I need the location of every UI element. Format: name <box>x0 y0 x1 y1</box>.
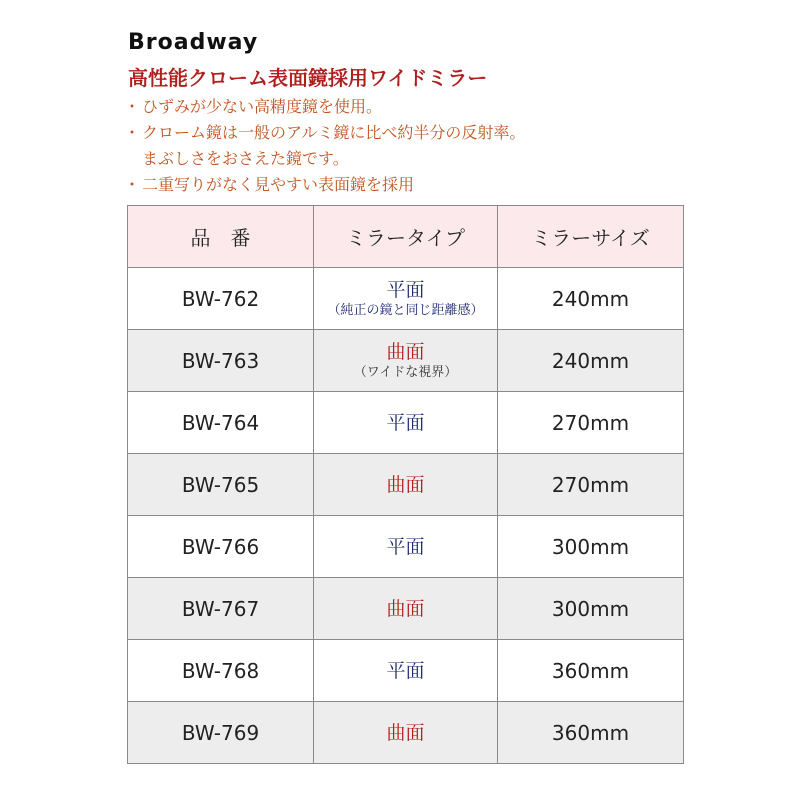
brand-logo-text: Broadway <box>128 30 259 55</box>
mirror-type-note: （ワイドな視界） <box>353 364 458 380</box>
mirror-type: 平面 <box>386 535 425 558</box>
mirror-type: 曲面 <box>386 597 425 620</box>
mirror-type: 曲面 <box>386 473 425 496</box>
model-number: BW-767 <box>181 596 260 621</box>
model-number: BW-766 <box>181 534 260 559</box>
model-number: BW-765 <box>181 472 260 497</box>
model-number: BW-763 <box>181 348 260 373</box>
mirror-size: 300mm <box>551 534 630 559</box>
model-number: BW-764 <box>181 410 260 435</box>
model-number: BW-769 <box>181 720 260 745</box>
bullet-marker: ・ <box>123 123 140 142</box>
mirror-size: 360mm <box>551 720 630 745</box>
feature-text-continued: まぶしさをおさえた鏡です。 <box>142 149 349 168</box>
table-row <box>128 392 684 454</box>
bullet-marker: ・ <box>123 175 140 194</box>
mirror-type: 平面 <box>386 278 425 301</box>
feature-text: 二重写りがなく見やすい表面鏡を採用 <box>142 175 415 194</box>
bullet-marker: ・ <box>123 97 140 116</box>
table-header-row <box>128 206 684 268</box>
mirror-size: 270mm <box>551 472 630 497</box>
feature-item <box>122 172 525 198</box>
mirror-type: 曲面 <box>386 340 425 363</box>
mirror-size: 270mm <box>551 410 630 435</box>
mirror-type: 平面 <box>386 659 425 682</box>
feature-item <box>122 94 525 120</box>
mirror-type-note: （純正の鏡と同じ距離感） <box>327 302 484 318</box>
mirror-size: 240mm <box>551 286 630 311</box>
table-row <box>128 640 684 702</box>
model-number: BW-768 <box>181 658 260 683</box>
table-row <box>128 268 684 330</box>
table-row <box>128 702 684 764</box>
feature-list <box>122 94 525 198</box>
header-mirror-size: ミラーサイズ <box>498 206 684 268</box>
mirror-type: 曲面 <box>386 721 425 744</box>
feature-item <box>122 120 525 172</box>
mirror-size: 240mm <box>551 348 630 373</box>
headline: 高性能クローム表面鏡採用ワイドミラー <box>128 66 488 90</box>
mirror-type: 平面 <box>386 411 425 434</box>
table-row <box>128 454 684 516</box>
header-mirror-type: ミラータイプ <box>314 206 498 268</box>
mirror-size: 360mm <box>551 658 630 683</box>
header-model: 品 番 <box>128 206 314 268</box>
spec-table <box>127 205 684 764</box>
feature-text: クローム鏡は一般のアルミ鏡に比べ約半分の反射率。 <box>142 123 526 142</box>
table-row <box>128 330 684 392</box>
mirror-size: 300mm <box>551 596 630 621</box>
feature-text: ひずみが少ない高精度鏡を使用。 <box>142 97 383 116</box>
table-row <box>128 578 684 640</box>
model-number: BW-762 <box>181 286 260 311</box>
table-row <box>128 516 684 578</box>
